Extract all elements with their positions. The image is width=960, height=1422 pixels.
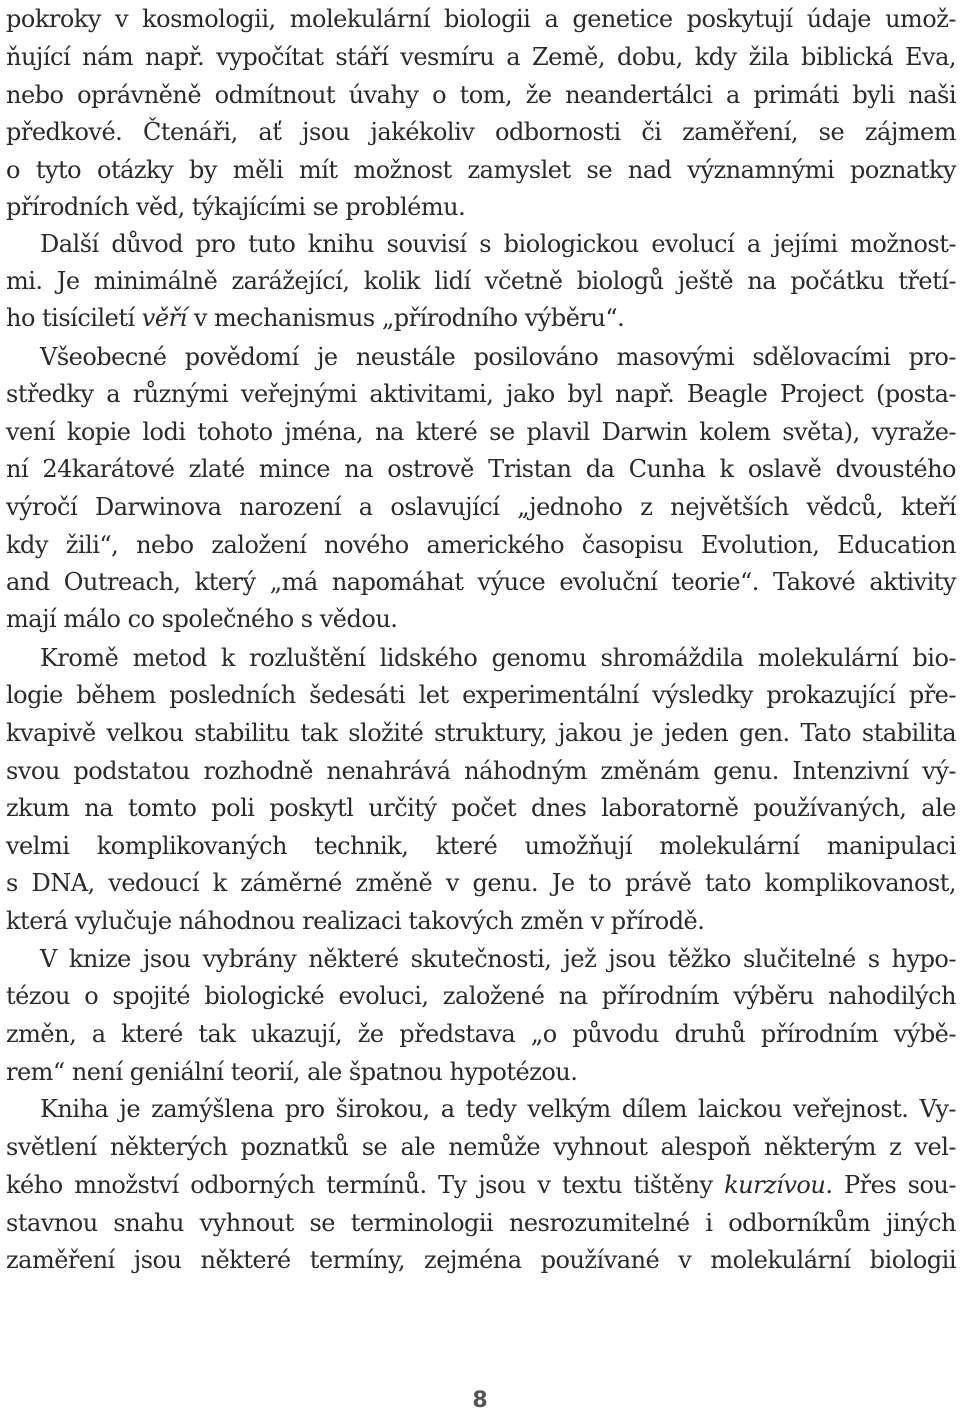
text-line: o tyto otázky by měli mít možnost zamyslet se nad významnými poznatky — [6, 156, 956, 184]
text-line: mi. Je minimálně zarážející, kolik lidí včetně biologů ještě na počátku třetí- — [6, 267, 956, 295]
text-line: nebo oprávněně odmítnout úvahy o tom, že neandertálci a primáti byli naši — [6, 81, 956, 109]
text-line: pokroky v kosmologii, molekulární biologii a genetice poskytují údaje umož- — [6, 5, 956, 33]
italic-word: kurzívou — [724, 1171, 826, 1199]
text-line: logie během posledních šedesáti let experimentální výsledky prokazující pře- — [6, 681, 956, 709]
text-line: středky a různými veřejnými aktivitami, jako byl např. Beagle Project (posta- — [6, 380, 956, 408]
text-run: ho tisíciletí — [6, 304, 142, 332]
text-line: stavnou snahu vyhnout se terminologii nesrozumitelné i odborníkům jiných — [6, 1209, 956, 1237]
text-line: rem“ není geniální teorií, ale špatnou hypotézou. — [6, 1058, 578, 1086]
text-run: . Přes sou- — [825, 1171, 956, 1199]
text-line: kvapivě velkou stabilitu tak složité struktury, jakou je jeden gen. Tato stabilita — [6, 719, 956, 747]
text-run: kého množství odborných termínů. Ty jsou v textu tištěny — [6, 1171, 725, 1199]
text-line — [6, 299, 956, 337]
text-run: v mechanismus „přírodního výběru“. — [186, 304, 625, 332]
text-line: světlení některých poznatků se ale nemůže vyhnout alespoň některým z vel- — [6, 1133, 956, 1161]
text-line: zkum na tomto poli poskytl určitý počet dnes laboratorně používaných, ale — [6, 794, 956, 822]
text-line: která vylučuje náhodnou realizaci takových změn v přírodě. — [6, 907, 705, 935]
text-line: mají málo co společného s vědou. — [6, 605, 398, 633]
text-line: přírodních věd, týkajícími se problému. — [6, 193, 466, 221]
text-line: s DNA, vedoucí k záměrné změně v genu. Je to právě tato komplikovanost, — [6, 869, 956, 897]
text-line: velmi komplikovaných technik, které umožňují molekulární manipulaci — [6, 832, 956, 860]
page-number: 8 — [472, 1388, 488, 1413]
text-line: změn, a které tak ukazují, že představa „o původu druhů přírodním výbě- — [6, 1020, 956, 1048]
text-line: ňující nám např. vypočítat stáří vesmíru a Země, dobu, kdy žila biblická Eva, — [6, 43, 956, 71]
text-line — [6, 1166, 956, 1204]
text-line: Kromě metod k rozluštění lidského genomu shromáždila molekulární bio- — [40, 644, 956, 672]
text-line: kdy žili“, nebo založení nového amerického časopisu Evolution, Education — [6, 531, 956, 559]
text-line: svou podstatou rozhodně nenahrává náhodným změnám genu. Intenzivní vý- — [6, 757, 956, 785]
text-line: and Outreach, který „má napomáhat výuce evoluční teorie“. Takové aktivity — [6, 568, 956, 596]
text-line: zaměření jsou některé termíny, zejména používané v molekulární biologii — [6, 1246, 956, 1274]
text-line: ní 24karátové zlaté mince na ostrově Tristan da Cunha k oslavě dvoustého — [6, 455, 956, 483]
text-line: vení kopie lodi tohoto jména, na které se plavil Darwin kolem světa), vyraže- — [6, 418, 956, 446]
text-line: výročí Darwinova narození a oslavující „jednoho z největších vědců, kteří — [6, 493, 956, 521]
text-line: Všeobecné povědomí je neustále posilováno masovými sdělovacími pro- — [40, 343, 956, 371]
text-line: Kniha je zamýšlena pro širokou, a tedy velkým dílem laickou veřejnost. Vy- — [40, 1095, 956, 1123]
text-line: předkové. Čtenáři, ať jsou jakékoliv odbornosti či zaměření, se zájmem — [6, 118, 956, 146]
italic-word: věří — [141, 304, 187, 332]
text-line: tézou o spojité biologické evoluci, založené na přírodním výběru nahodilých — [6, 982, 956, 1010]
text-line: Další důvod pro tuto knihu souvisí s biologickou evolucí a jejími možnost- — [40, 230, 956, 258]
text-line: V knize jsou vybrány některé skutečnosti, jež jsou těžko slučitelné s hypo- — [40, 945, 956, 973]
